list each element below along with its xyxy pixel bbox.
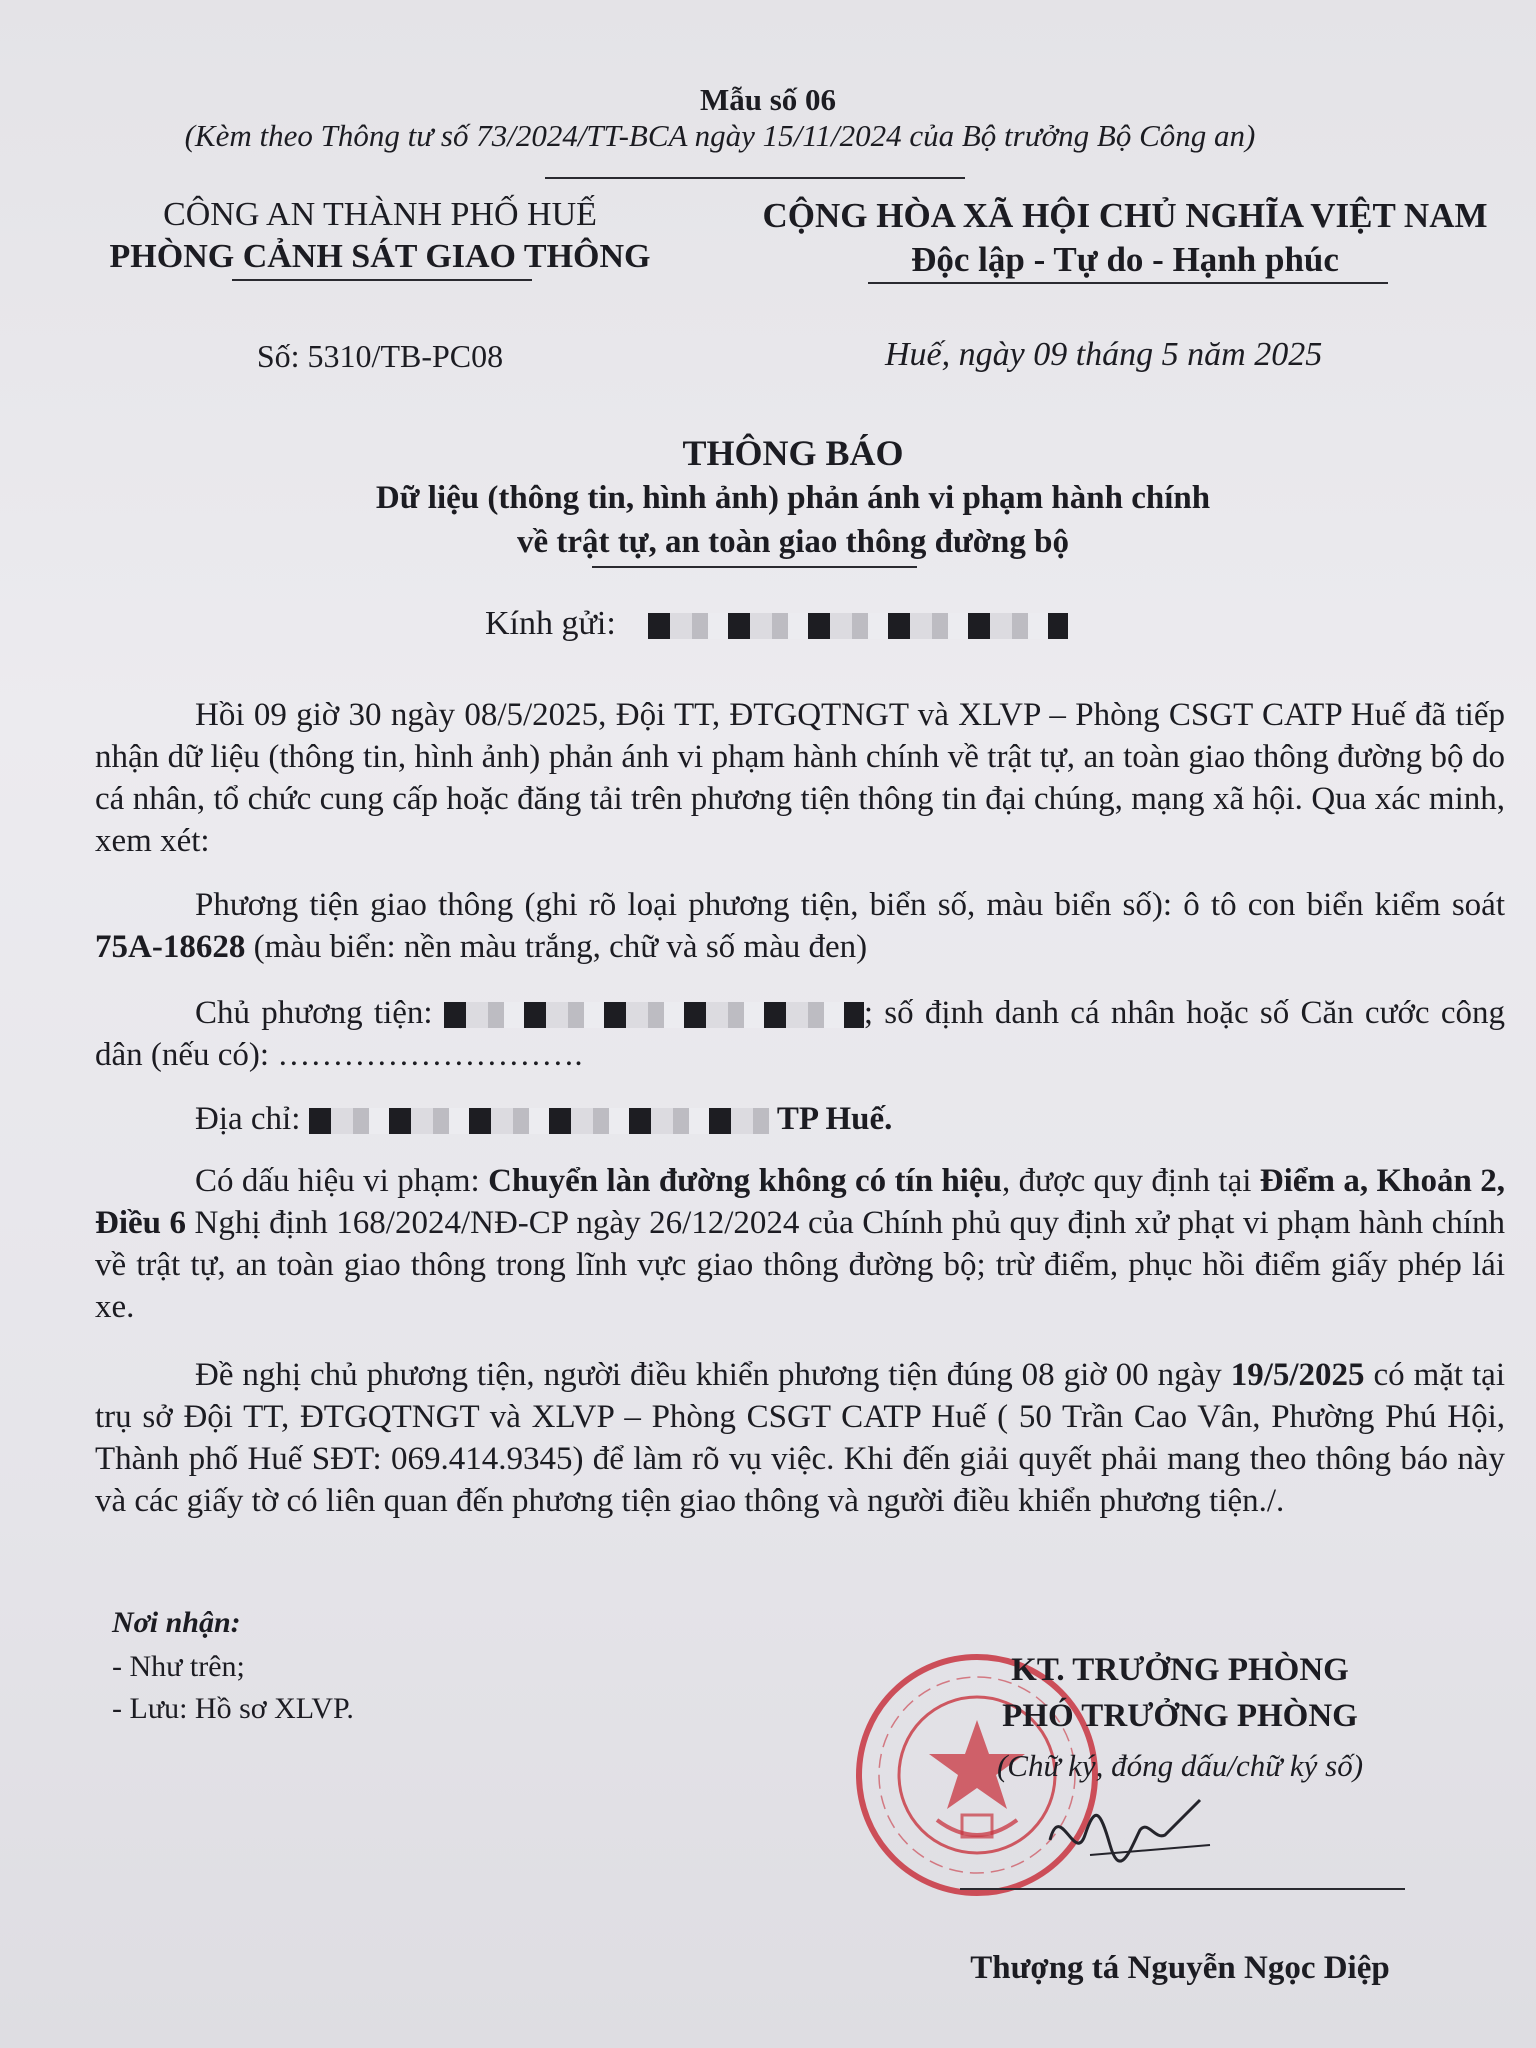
paragraph-request: [95, 1354, 1505, 1522]
license-plate: 75A-18628: [95, 929, 246, 965]
agency-name: PHÒNG CẢNH SÁT GIAO THÔNG: [109, 238, 651, 275]
form-ref-rule: [545, 177, 965, 179]
signer-name: Thượng tá Nguyễn Ngọc Diệp: [970, 1950, 1390, 1986]
violation-mid: , được quy định tại: [1001, 1163, 1260, 1199]
request-text: có mặt tại trụ sở Đội TT, ĐTGQTNGT và XLVP – Phòng CSGT CATP Huế ( 50 Trần Cao Vân, Phường Phú Hội, Thành phố Huế SĐT: 069.414.9345) để làm rõ vụ việc. Khi đến giải quyết phải mang theo thông báo này và các giấy tờ có liên quan đến phương tiện giao thông và người điều khiển phương tiện./.: [95, 1357, 1505, 1519]
recipients-item-1: - Như trên;: [112, 1650, 245, 1683]
paragraph-vehicle: [95, 884, 1505, 968]
recipient-label: Kính gửi:: [485, 605, 616, 642]
paragraph-address: [95, 1098, 1505, 1140]
form-number: Mẫu số 06: [699, 82, 837, 117]
owner-label: Chủ phương tiện:: [195, 995, 433, 1031]
redacted-address: [309, 1108, 769, 1134]
recipients-item-2: - Lưu: Hồ sơ XLVP.: [112, 1692, 354, 1725]
redacted-recipient: [648, 613, 1068, 639]
paragraph-owner: [95, 992, 1505, 1076]
violation-name: Chuyển làn đường không có tín hiệu: [488, 1163, 1002, 1199]
redacted-owner: [444, 1002, 864, 1028]
paragraph-receipt: [95, 694, 1505, 862]
signature-note: (Chữ ký, đóng dấu/chữ ký số): [996, 1748, 1364, 1783]
address-city: TP Huế.: [776, 1101, 893, 1137]
appointment-date: 19/5/2025: [1230, 1357, 1365, 1393]
motto-rule: [868, 282, 1388, 284]
request-intro: Đề nghị chủ phương tiện, người điều khiển phương tiện đúng 08 giờ 00 ngày: [195, 1357, 1231, 1393]
plate-color-text: (màu biển: nền màu trắng, chữ và số màu đen): [245, 929, 868, 965]
handwritten-signature-icon: [1030, 1780, 1230, 1880]
paragraph-violation: [95, 1160, 1505, 1328]
paragraph-receipt-text: Hồi 09 giờ 30 ngày 08/5/2025, Đội TT, ĐTGQTNGT và XLVP – Phòng CSGT CATP Huế đã tiếp nhận dữ liệu (thông tin, hình ảnh) phản ánh vi phạm hành chính về trật tự, an toàn giao thông đường bộ do cá nhân, tổ chức cung cấp hoặc đăng tải trên phương tiện thông tin đại chúng, mạng xã hội. Qua xác minh, xem xét:: [95, 697, 1505, 859]
national-motto: Độc lập - Tự do - Hạnh phúc: [911, 240, 1339, 279]
form-reference: (Kèm theo Thông tư số 73/2024/TT-BCA ngày 15/11/2024 của Bộ trưởng Bộ Công an): [184, 118, 1256, 153]
address-label: Địa chỉ:: [195, 1101, 301, 1137]
title-rule: [592, 566, 917, 568]
signature-title-1: KT. TRƯỞNG PHÒNG: [1011, 1652, 1349, 1688]
document-number: Số: 5310/TB-PC08: [256, 338, 504, 374]
legal-article: Điểm a, Khoản 2, Điều 6: [95, 1163, 1505, 1241]
violation-intro: Có dấu hiệu vi phạm:: [195, 1163, 489, 1199]
owner-id-text: ; số định danh cá nhân hoặc số Căn cước công dân (nếu có): ……………………….: [95, 995, 1505, 1073]
signature-title-2: PHÓ TRƯỞNG PHÒNG: [1002, 1698, 1358, 1734]
signature-rule: [960, 1888, 1405, 1890]
recipient-line: [485, 605, 1068, 643]
place-date: Huế, ngày 09 tháng 5 năm 2025: [885, 336, 1323, 373]
country-name: CỘNG HÒA XÃ HỘI CHỦ NGHĨA VIỆT NAM: [762, 196, 1488, 235]
document-title: THÔNG BÁO: [682, 433, 904, 473]
document-subtitle-2: về trật tự, an toàn giao thông đường bộ: [516, 524, 1069, 560]
agency-parent: CÔNG AN THÀNH PHỐ HUẾ: [163, 196, 597, 233]
agency-rule: [232, 279, 532, 281]
recipients-label: Nơi nhận:: [112, 1606, 241, 1639]
vehicle-text: Phương tiện giao thông (ghi rõ loại phương tiện, biển số, màu biển số): ô tô con biển kiểm soát: [195, 887, 1505, 923]
decree-text: Nghị định 168/2024/NĐ-CP ngày 26/12/2024 của Chính phủ quy định xử phạt vi phạm hành chính về trật tự, an toàn giao thông trong lĩnh vực giao thông đường bộ; trừ điểm, phục hồi điểm giấy phép lái xe.: [95, 1205, 1505, 1325]
document-subtitle-1: Dữ liệu (thông tin, hình ảnh) phản ánh vi phạm hành chính: [375, 480, 1211, 516]
